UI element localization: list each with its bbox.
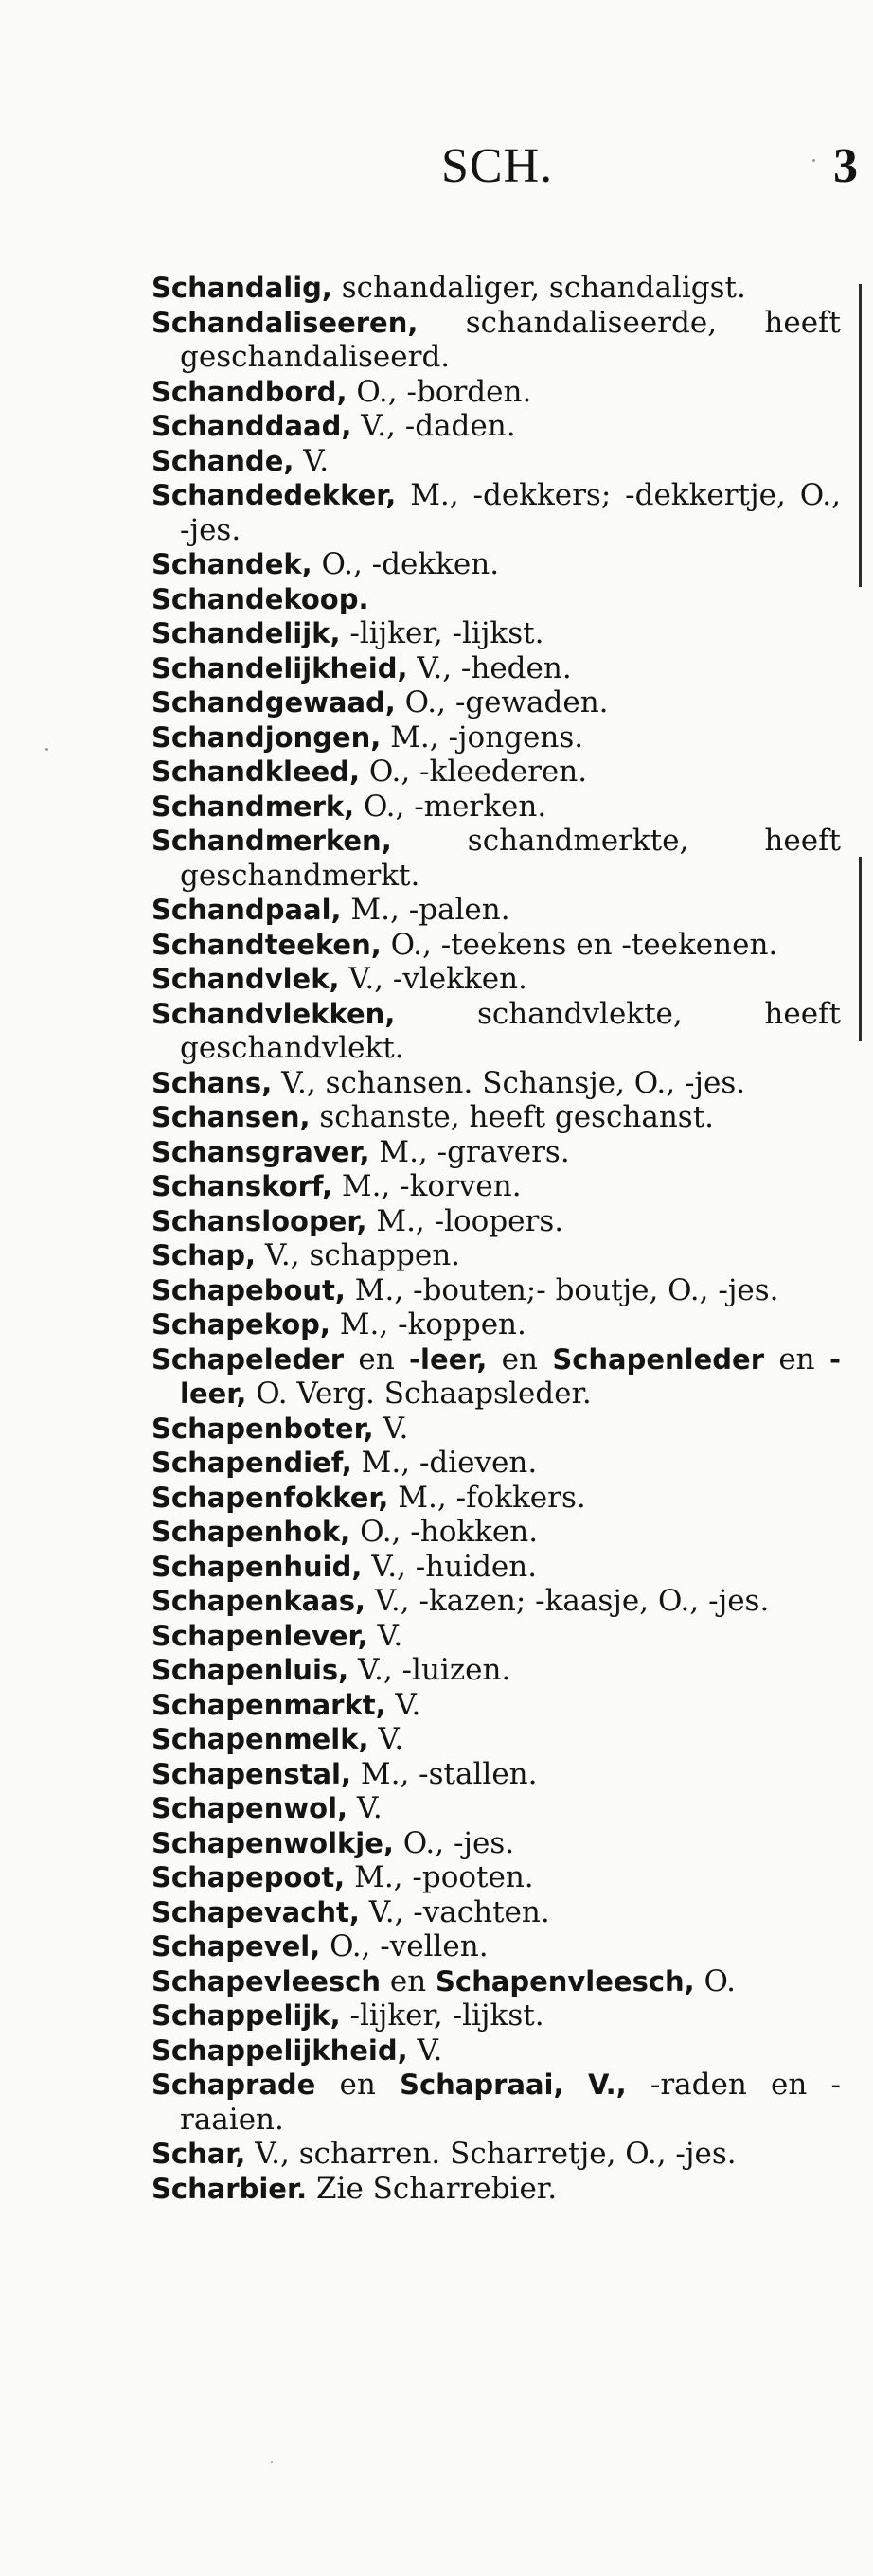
dictionary-entry (151, 1826, 841, 1861)
dictionary-entry (151, 1791, 841, 1826)
entry-headword: Schandaliseeren, (151, 306, 419, 339)
entry-headword: Schans, (151, 1066, 273, 1099)
entry-headword: -leer, (409, 1342, 488, 1376)
dictionary-entry (151, 409, 841, 444)
entry-definition: M., -jongens. (381, 720, 584, 755)
entry-headword: Schapenvleesch, (436, 1964, 695, 1998)
dictionary-entry (151, 1999, 841, 2034)
entry-definition: V. (347, 1791, 383, 1825)
entry-definition: V., -heden. (407, 650, 572, 685)
entry-definition: O. Verg. Schaapsleder. (246, 1377, 592, 1411)
dictionary-entry (151, 1307, 841, 1342)
entry-headword: Scharbier. (151, 2172, 308, 2205)
entry-headword: Schansen, (151, 1101, 311, 1133)
entry-headword: Schapenwol, (151, 1792, 348, 1824)
dictionary-entry (151, 1929, 841, 1964)
entry-definition: V. (368, 1722, 404, 1756)
entry-headword: Schandgewaad, (151, 686, 396, 719)
entry-headword: Schandek, (151, 548, 312, 580)
entry-headword: Schapenwolkje, (151, 1826, 394, 1859)
entry-definition: V. (385, 1687, 421, 1722)
dictionary-entry (151, 790, 841, 825)
entry-headword: Schar, (151, 2138, 246, 2170)
entry-definition: V., -kazen; -kaasje, O., -jes. (365, 1584, 770, 1618)
entry-headword: Schapenfokker, (151, 1481, 389, 1514)
dictionary-entry (151, 1688, 841, 1723)
entry-definition: M., -bouten;- boutje, O., -jes. (345, 1272, 779, 1307)
entry-headword: Schapenstal, (151, 1757, 352, 1790)
dictionary-entry (151, 547, 841, 582)
entry-headword: Schapebout, (151, 1273, 346, 1306)
dictionary-entry (151, 2172, 841, 2207)
entry-definition: M., -dieven. (351, 1446, 538, 1480)
dictionary-entry (151, 1860, 841, 1895)
entry-headword: Schande, (151, 444, 294, 477)
entry-definition: O., -vellen. (320, 1929, 489, 1963)
dictionary-entry (151, 720, 841, 755)
paper-speck (812, 159, 815, 162)
dictionary-entry (151, 1619, 841, 1654)
entry-definition: schandaliseerde, heeft geschandaliseerd. (180, 305, 841, 374)
entry-definition: M., -palen. (341, 893, 510, 927)
entry-definition: M., -loopers. (366, 1203, 564, 1238)
entry-headword: Schapenlever, (151, 1619, 368, 1652)
dictionary-entry (151, 2068, 841, 2137)
entry-headword: Schaprade (151, 2069, 316, 2101)
entry-headword: Schappelijkheid, (151, 2034, 408, 2067)
entry-headword: Schansgraver, (151, 1135, 370, 1168)
entry-headword: Schapevel, (151, 1930, 321, 1963)
dictionary-entry (151, 1722, 841, 1757)
entry-headword: Schapenkaas, (151, 1585, 366, 1617)
dictionary-entry (151, 1515, 841, 1550)
entry-definition: en (315, 2068, 401, 2102)
dictionary-entry (151, 444, 841, 479)
entry-headword: Schapraai, V., (400, 2069, 627, 2101)
dictionary-entry (151, 1584, 841, 1619)
entry-headword: Schandvlek, (151, 963, 340, 995)
entry-headword: Schandalig, (151, 272, 332, 304)
dictionary-entry (151, 1169, 841, 1204)
entry-headword: Schandteeken, (151, 928, 382, 961)
margin-rule-upper (859, 284, 862, 587)
entry-definition: M., -stallen. (351, 1756, 538, 1791)
dictionary-entry (151, 1135, 841, 1170)
entry-definition: V., -huiden. (362, 1549, 538, 1584)
entry-headword: Schandekoop. (151, 582, 369, 615)
entry-definition: V., -daden. (351, 409, 516, 443)
dictionary-entry (151, 478, 841, 547)
entry-headword: Schapenboter, (151, 1412, 374, 1445)
entry-headword: Schapenmarkt, (151, 1688, 386, 1721)
dictionary-entry (151, 928, 841, 963)
entry-definition: V., -luizen. (348, 1653, 511, 1687)
entry-definition: O., -borden. (347, 374, 532, 409)
dictionary-entry (151, 685, 841, 720)
entry-definition: -lijker, -lijkst. (340, 616, 544, 650)
dictionary-entry (151, 1342, 841, 1412)
entry-headword: -leer, (180, 1342, 841, 1410)
entry-headword: Schandpaal, (151, 894, 342, 926)
dictionary-entry (151, 824, 841, 893)
dictionary-entry (151, 1273, 841, 1308)
dictionary-entry (151, 1446, 841, 1481)
entry-headword: Schapenmelk, (151, 1723, 369, 1755)
entry-definition: O., -dekken. (312, 547, 500, 581)
dictionary-entry (151, 271, 841, 306)
entry-definition: M., -pooten. (345, 1860, 534, 1894)
entry-headword: Schandedekker, (151, 479, 397, 511)
entry-headword: Schapendief, (151, 1447, 352, 1479)
entry-definition: -lijker, -lijkst. (340, 1999, 544, 2033)
dictionary-entry (151, 755, 841, 790)
entry-definition: O., -hokken. (350, 1515, 539, 1549)
dictionary-entry (151, 1895, 841, 1930)
dictionary-entry (151, 375, 841, 410)
dictionary-entry (151, 1964, 841, 1999)
entry-headword: Schandelijkheid, (151, 651, 408, 684)
entry-definition: V. (407, 2033, 443, 2068)
entry-headword: Schanddaad, (151, 410, 352, 442)
entry-headword: Schandvlekken, (151, 997, 396, 1030)
entry-headword: Schandbord, (151, 375, 347, 408)
dictionary-entry (151, 1238, 841, 1273)
dictionary-entry (151, 1550, 841, 1585)
entry-definition: V. (294, 443, 330, 478)
page-title: SCH. (441, 139, 554, 193)
entry-definition: O. (694, 1963, 737, 1999)
entry-definition: M., -korven. (331, 1169, 522, 1203)
entry-headword: Schapenluis, (151, 1654, 349, 1686)
margin-rule-lower (859, 857, 862, 1041)
entry-headword: Schap, (151, 1239, 257, 1271)
dictionary-entry (151, 2137, 841, 2172)
entry-definition: schandaliger, schandaligst. (331, 271, 746, 305)
entry-headword: Schandjongen, (151, 720, 382, 754)
dictionary-entry (151, 306, 841, 375)
dictionary-entry (151, 1653, 841, 1688)
entry-headword: Schapepoot, (151, 1861, 346, 1893)
dictionary-entry (151, 1412, 841, 1447)
entry-definition: Zie Scharrebier. (307, 2171, 558, 2206)
entry-definition: V. (367, 1618, 403, 1653)
entry-headword: Schandmerk, (151, 790, 355, 823)
entry-definition: schanste, heeft geschanst. (310, 1100, 715, 1134)
entry-definition: schandmerkte, heeft geschandmerkt. (180, 824, 841, 893)
dictionary-entry (151, 582, 841, 617)
page-header (0, 139, 873, 199)
dictionary-entry (151, 1100, 841, 1135)
entry-headword: Schandkleed, (151, 755, 361, 788)
entry-headword: Schapenleder (552, 1342, 765, 1376)
entry-headword: Schappelijk, (151, 1999, 341, 2032)
entry-definition: V., -vlekken. (339, 962, 527, 996)
dictionary-entry (151, 2034, 841, 2069)
dictionary-entry (151, 1204, 841, 1239)
entry-definition: en (487, 1341, 553, 1377)
entry-headword: Schapenhok, (151, 1516, 351, 1548)
entry-definition: -raden en -raaien. (180, 2068, 841, 2137)
dictionary-entries (151, 271, 841, 2206)
entry-definition: en (344, 1341, 409, 1377)
entry-headword: Schapeleder (151, 1342, 345, 1376)
paper-speck (45, 748, 48, 751)
entry-headword: Schapevleesch (151, 1964, 381, 1998)
entry-headword: Schandmerken, (151, 825, 392, 857)
entry-definition: M., -koppen. (330, 1307, 526, 1341)
entry-definition: V., schansen. Schansje, O., -jes. (272, 1065, 746, 1100)
entry-headword: Schanskorf, (151, 1170, 332, 1202)
entry-headword: Schapenhuid, (151, 1550, 363, 1583)
entry-definition: V. (373, 1411, 409, 1446)
entry-headword: Schanslooper, (151, 1204, 367, 1237)
entry-definition: O., -gewaden. (395, 685, 609, 720)
entry-headword: Schandelijk, (151, 617, 341, 649)
entry-definition: V., -vachten. (359, 1894, 550, 1929)
dictionary-entry (151, 1757, 841, 1792)
dictionary-entry (151, 997, 841, 1066)
entry-definition: O., -teekens en -teekenen. (381, 927, 778, 962)
page-number: 3 (833, 139, 858, 193)
entry-definition: V., scharren. Scharretje, O., -jes. (245, 2137, 737, 2171)
entry-definition: V., schappen. (256, 1238, 461, 1272)
dictionary-entry (151, 962, 841, 997)
entry-definition: M., -dekkers; -dekkertje, O., -jes. (180, 478, 841, 547)
dictionary-entry (151, 893, 841, 928)
entry-definition: O., -kleederen. (360, 755, 588, 789)
entry-headword: Schapevacht, (151, 1895, 360, 1928)
dictionary-entry (151, 1066, 841, 1101)
dictionary-entry (151, 1481, 841, 1516)
entry-definition: M., -gravers. (369, 1134, 570, 1169)
entry-definition: M., -fokkers. (388, 1480, 586, 1515)
entry-definition: schandvlekte, heeft geschandvlekt. (180, 996, 841, 1065)
entry-definition: O., -merken. (354, 789, 547, 824)
paper-speck (271, 2461, 273, 2463)
dictionary-entry (151, 616, 841, 651)
entry-definition: en (381, 1963, 436, 1999)
entry-headword: Schapekop, (151, 1308, 330, 1341)
entry-definition: en (764, 1341, 829, 1377)
dictionary-entry (151, 651, 841, 686)
entry-definition: O., -jes. (393, 1825, 515, 1860)
